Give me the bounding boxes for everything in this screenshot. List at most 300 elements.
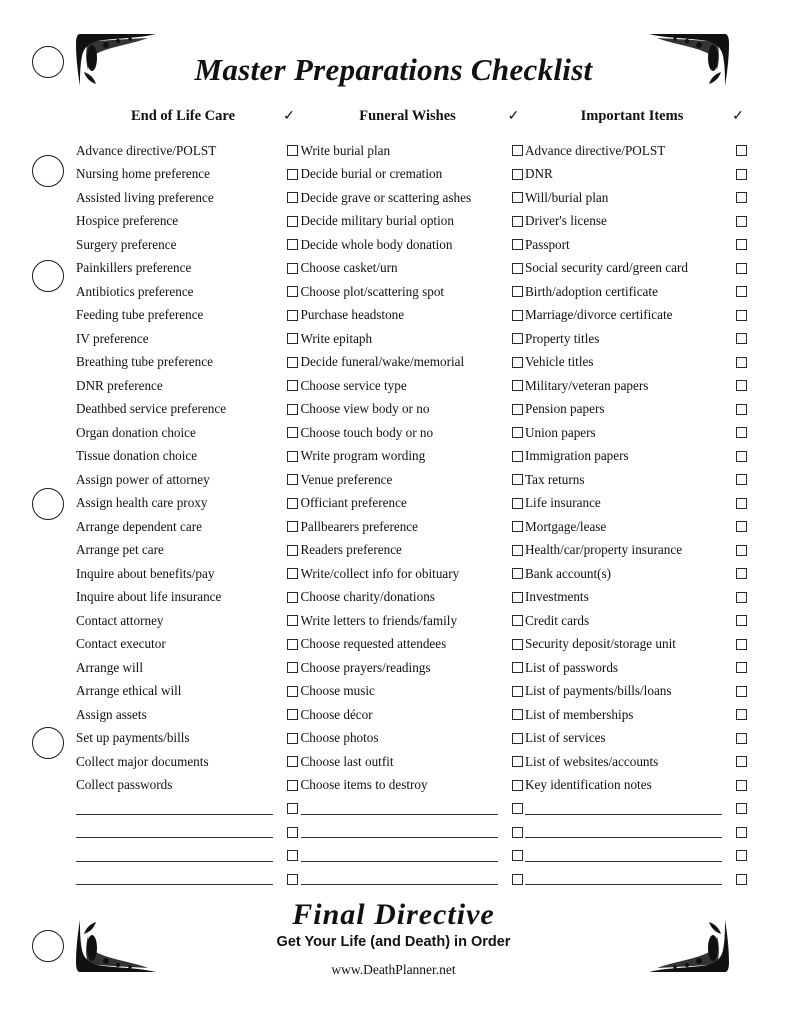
- checkbox[interactable]: [287, 474, 298, 485]
- checkbox[interactable]: [512, 615, 523, 626]
- checkbox[interactable]: [287, 404, 298, 415]
- checkbox[interactable]: [287, 662, 298, 673]
- checklist-blank-row: [301, 821, 523, 845]
- checklist-row: [301, 609, 523, 633]
- checkbox[interactable]: [512, 498, 523, 509]
- checklist-item-label: Choose décor: [300, 706, 373, 722]
- checkbox[interactable]: [736, 145, 747, 156]
- checkbox[interactable]: [287, 380, 298, 391]
- checklist-row: [301, 633, 523, 657]
- checklist-item-label: Write letters to friends/family: [300, 612, 458, 628]
- checkmark-icon: ✓: [507, 109, 520, 124]
- footer: [0, 899, 787, 979]
- checklist-row: [525, 609, 747, 633]
- checkbox[interactable]: [512, 216, 523, 227]
- checkbox[interactable]: [287, 568, 298, 579]
- checkbox[interactable]: [736, 498, 747, 509]
- checklist-item-label: Officiant preference: [300, 495, 407, 511]
- checklist-item-label: Arrange pet care: [76, 542, 164, 558]
- checkbox[interactable]: [512, 592, 523, 603]
- checkbox[interactable]: [736, 521, 747, 532]
- checklist-row: [525, 421, 747, 445]
- checklist-row: [525, 680, 747, 704]
- checkbox[interactable]: [287, 216, 298, 227]
- checkbox[interactable]: [287, 592, 298, 603]
- checklist-row: [76, 727, 298, 751]
- checkbox[interactable]: [512, 827, 523, 838]
- checkbox[interactable]: [512, 145, 523, 156]
- write-in-line[interactable]: [301, 848, 498, 862]
- checkbox[interactable]: [287, 615, 298, 626]
- checklist-row: [301, 562, 523, 586]
- checklist-item-label: DNR preference: [76, 377, 163, 393]
- checklist-item-label: List of passwords: [525, 659, 619, 675]
- checkbox[interactable]: [287, 286, 298, 297]
- checklist-item-label: Collect passwords: [76, 777, 173, 793]
- checkbox[interactable]: [736, 286, 747, 297]
- checklist-row: [525, 163, 747, 187]
- checkbox[interactable]: [287, 333, 298, 344]
- checklist-item-label: IV preference: [76, 330, 149, 346]
- checklist-item-label: Assign power of attorney: [76, 471, 210, 487]
- checkbox[interactable]: [287, 451, 298, 462]
- checklist-row: [525, 257, 747, 281]
- checkbox[interactable]: [287, 521, 298, 532]
- checklist-item-label: Venue preference: [300, 471, 393, 487]
- checkbox[interactable]: [736, 803, 747, 814]
- brand-tagline: Get Your Life (and Death) in Order: [276, 934, 511, 950]
- checklist-row: [525, 139, 747, 163]
- checklist-row: [76, 398, 298, 422]
- checkbox[interactable]: [736, 310, 747, 321]
- checklist-column: [301, 108, 523, 891]
- checklist-row: [301, 186, 523, 210]
- write-in-line[interactable]: [76, 871, 273, 885]
- checkbox[interactable]: [287, 192, 298, 203]
- checklist-item-label: Nursing home preference: [76, 166, 211, 182]
- checkbox[interactable]: [512, 357, 523, 368]
- checkbox[interactable]: [512, 756, 523, 767]
- checklist-item-label: Pension papers: [525, 401, 605, 417]
- checklist-item-label: Decide burial or cremation: [300, 166, 443, 182]
- checklist-item-label: Immigration papers: [525, 448, 629, 464]
- checklist-row: [525, 327, 747, 351]
- column-title: Funeral Wishes: [359, 108, 456, 124]
- checklist-row: [525, 492, 747, 516]
- checkbox[interactable]: [736, 756, 747, 767]
- checklist-item-label: Write epitaph: [300, 330, 373, 346]
- checklist-item-label: Antibiotics preference: [76, 283, 194, 299]
- checklist-row: [301, 163, 523, 187]
- checkbox[interactable]: [287, 780, 298, 791]
- checkbox[interactable]: [512, 286, 523, 297]
- checklist-item-label: Arrange will: [76, 659, 144, 675]
- checkbox[interactable]: [287, 545, 298, 556]
- checklist-item-label: List of websites/accounts: [525, 753, 659, 769]
- checklist-row: [301, 257, 523, 281]
- checklist-item-label: Deathbed service preference: [76, 401, 227, 417]
- checkbox[interactable]: [736, 592, 747, 603]
- checkbox[interactable]: [512, 192, 523, 203]
- checkbox[interactable]: [287, 874, 298, 885]
- checkbox[interactable]: [736, 686, 747, 697]
- checklist-row: [301, 515, 523, 539]
- checklist-item-label: Investments: [525, 589, 589, 605]
- checkmark-icon: ✓: [283, 109, 295, 124]
- checklist-item-label: Advance directive/POLST: [525, 142, 666, 158]
- checklist-row: [301, 233, 523, 257]
- checkbox[interactable]: [512, 874, 523, 885]
- checklist-item-label: Bank account(s): [525, 565, 612, 581]
- checklist-row: [525, 515, 747, 539]
- checklist-row: [525, 304, 747, 328]
- checklist-columns: [76, 108, 747, 891]
- checklist-item-label: List of payments/bills/loans: [525, 683, 672, 699]
- checklist-item-label: Passport: [525, 236, 570, 252]
- checklist-row: [525, 586, 747, 610]
- checklist-row: [525, 727, 747, 751]
- checkbox[interactable]: [287, 709, 298, 720]
- checklist-item-label: Arrange dependent care: [76, 518, 202, 534]
- checklist-row: [301, 703, 523, 727]
- checklist-row: [525, 398, 747, 422]
- checkbox[interactable]: [512, 780, 523, 791]
- checkbox[interactable]: [287, 686, 298, 697]
- checklist-item-label: Driver's license: [525, 213, 607, 229]
- checklist-item-label: Choose touch body or no: [300, 424, 434, 440]
- checklist-item-label: Tissue donation choice: [76, 448, 198, 464]
- checklist-item-label: Social security card/green card: [525, 260, 688, 276]
- checklist-item-label: Choose service type: [300, 377, 407, 393]
- checkbox[interactable]: [512, 310, 523, 321]
- checklist-item-label: Inquire about benefits/pay: [76, 565, 215, 581]
- column-header: [525, 108, 747, 125]
- write-in-line[interactable]: [301, 871, 498, 885]
- checkbox[interactable]: [736, 239, 747, 250]
- checklist-item-label: Military/veteran papers: [525, 377, 649, 393]
- checklist-item-label: Choose casket/urn: [300, 260, 398, 276]
- binder-hole: [32, 260, 64, 292]
- checklist-row: [525, 445, 747, 469]
- checklist-blank-row: [301, 868, 523, 892]
- checklist-item-label: Advance directive/POLST: [76, 142, 217, 158]
- checkbox[interactable]: [287, 310, 298, 321]
- checkbox[interactable]: [736, 333, 747, 344]
- checkbox[interactable]: [512, 169, 523, 180]
- checklist-row: [76, 539, 298, 563]
- checklist-row: [301, 374, 523, 398]
- checklist-item-label: Hospice preference: [76, 213, 179, 229]
- checklist-row: [525, 186, 747, 210]
- checkbox[interactable]: [287, 639, 298, 650]
- checklist-item-label: Choose music: [300, 683, 375, 699]
- checklist-item-label: Painkillers preference: [76, 260, 192, 276]
- checklist-blank-row: [76, 821, 298, 845]
- checklist-row: [76, 633, 298, 657]
- checklist-item-label: Contact executor: [76, 636, 166, 652]
- checkbox[interactable]: [512, 850, 523, 861]
- checklist-item-label: Security deposit/storage unit: [525, 636, 676, 652]
- checklist-item-label: Decide whole body donation: [300, 236, 453, 252]
- checkbox[interactable]: [287, 850, 298, 861]
- checklist-row: [525, 539, 747, 563]
- checkbox[interactable]: [736, 662, 747, 673]
- checkbox[interactable]: [512, 263, 523, 274]
- checklist-item-label: Tax returns: [525, 471, 585, 487]
- checkbox[interactable]: [287, 145, 298, 156]
- checklist-item-label: Assign health care proxy: [76, 495, 208, 511]
- checklist-row: [301, 327, 523, 351]
- checklist-item-label: Marriage/divorce certificate: [525, 307, 673, 323]
- checklist-item-label: Contact attorney: [76, 612, 164, 628]
- checklist-row: [76, 233, 298, 257]
- checkbox[interactable]: [287, 263, 298, 274]
- checkbox[interactable]: [287, 827, 298, 838]
- checklist-row: [525, 774, 747, 798]
- checkbox[interactable]: [512, 686, 523, 697]
- checkbox[interactable]: [512, 545, 523, 556]
- checkbox[interactable]: [287, 427, 298, 438]
- checklist-row: [525, 703, 747, 727]
- checklist-item-label: Organ donation choice: [76, 424, 196, 440]
- checkbox[interactable]: [736, 192, 747, 203]
- checklist-row: [301, 280, 523, 304]
- checkbox[interactable]: [736, 380, 747, 391]
- checklist-item-label: Decide military burial option: [300, 213, 454, 229]
- checkbox[interactable]: [512, 521, 523, 532]
- checklist-row: [76, 562, 298, 586]
- checkbox[interactable]: [512, 474, 523, 485]
- checklist-item-label: Union papers: [525, 424, 596, 440]
- checklist-row: [76, 609, 298, 633]
- checklist-row: [525, 210, 747, 234]
- checklist-row: [76, 774, 298, 798]
- website-url: www.DeathPlanner.net: [331, 962, 456, 977]
- checklist-row: [301, 304, 523, 328]
- checklist-item-label: Assisted living preference: [76, 189, 214, 205]
- column-title: End of Life Care: [130, 108, 236, 124]
- checkbox[interactable]: [736, 733, 747, 744]
- checklist-item-label: Pallbearers preference: [300, 518, 419, 534]
- checkbox[interactable]: [287, 498, 298, 509]
- checkbox[interactable]: [736, 639, 747, 650]
- write-in-line[interactable]: [525, 871, 722, 885]
- checklist-column: [525, 108, 747, 891]
- checkmark-icon: ✓: [732, 109, 744, 124]
- checkbox[interactable]: [512, 662, 523, 673]
- checklist-item-label: Choose charity/donations: [300, 589, 435, 605]
- checklist-item-label: Birth/adoption certificate: [525, 283, 658, 299]
- checklist-row: [76, 139, 298, 163]
- checklist-item-label: Arrange ethical will: [76, 683, 182, 699]
- checklist-row: [76, 421, 298, 445]
- checkbox[interactable]: [736, 874, 747, 885]
- checkbox[interactable]: [736, 827, 747, 838]
- checklist-row: [525, 750, 747, 774]
- checklist-item-label: List of memberships: [525, 706, 634, 722]
- checklist-row: [76, 492, 298, 516]
- checkbox[interactable]: [736, 615, 747, 626]
- checklist-item-label: Choose last outfit: [300, 753, 394, 769]
- checkbox[interactable]: [736, 169, 747, 180]
- checklist-row: [301, 445, 523, 469]
- checklist-row: [525, 468, 747, 492]
- checkbox[interactable]: [736, 780, 747, 791]
- column-header: [76, 108, 298, 125]
- checkbox[interactable]: [736, 709, 747, 720]
- binder-hole: [32, 727, 64, 759]
- column-header: [301, 108, 523, 125]
- checklist-row: [76, 586, 298, 610]
- checklist-row: [76, 703, 298, 727]
- checklist-row: [76, 351, 298, 375]
- checklist-row: [525, 656, 747, 680]
- checklist-item-label: Decide funeral/wake/memorial: [300, 354, 465, 370]
- page-title: Master Preparations Checklist: [194, 52, 593, 87]
- checkbox[interactable]: [512, 639, 523, 650]
- checkbox[interactable]: [287, 756, 298, 767]
- checkbox[interactable]: [512, 239, 523, 250]
- checklist-row: [525, 633, 747, 657]
- checklist-item-label: Life insurance: [525, 495, 601, 511]
- checklist-row: [301, 468, 523, 492]
- checkbox[interactable]: [736, 427, 747, 438]
- checkbox[interactable]: [736, 568, 747, 579]
- checklist-row: [76, 304, 298, 328]
- write-in-line[interactable]: [525, 801, 722, 815]
- checklist-row: [76, 280, 298, 304]
- checklist-row: [301, 351, 523, 375]
- checklist-item-label: Health/car/property insurance: [525, 542, 683, 558]
- checklist-row: [301, 210, 523, 234]
- checklist-blank-row: [525, 844, 747, 868]
- write-in-line[interactable]: [301, 801, 498, 815]
- checkbox[interactable]: [736, 451, 747, 462]
- checklist-row: [525, 280, 747, 304]
- checklist-row: [301, 539, 523, 563]
- checklist-item-label: Mortgage/lease: [525, 518, 607, 534]
- checklist-row: [525, 351, 747, 375]
- checklist-row: [76, 445, 298, 469]
- checklist-blank-row: [301, 797, 523, 821]
- checklist-row: [76, 656, 298, 680]
- checklist-blank-row: [76, 868, 298, 892]
- checklist-row: [76, 257, 298, 281]
- checklist-row: [76, 186, 298, 210]
- checklist-row: [76, 468, 298, 492]
- checklist-item-label: Choose plot/scattering spot: [300, 283, 445, 299]
- checklist-row: [76, 163, 298, 187]
- checklist-item-label: Feeding tube preference: [76, 307, 204, 323]
- write-in-line[interactable]: [525, 824, 722, 838]
- checkbox[interactable]: [287, 169, 298, 180]
- checkbox[interactable]: [512, 709, 523, 720]
- checklist-item-label: List of services: [525, 730, 606, 746]
- binder-hole: [32, 155, 64, 187]
- checkbox[interactable]: [287, 803, 298, 814]
- checkbox[interactable]: [736, 357, 747, 368]
- checklist-item-label: Choose requested attendees: [300, 636, 447, 652]
- checklist-item-label: Decide grave or scattering ashes: [300, 189, 472, 205]
- checklist-blank-row: [525, 797, 747, 821]
- checklist-row: [76, 327, 298, 351]
- checklist-row: [525, 562, 747, 586]
- binder-hole: [32, 488, 64, 520]
- checkbox[interactable]: [736, 474, 747, 485]
- checkbox[interactable]: [512, 404, 523, 415]
- write-in-line[interactable]: [301, 824, 498, 838]
- write-in-line[interactable]: [76, 824, 273, 838]
- checklist-column: [76, 108, 298, 891]
- checkbox[interactable]: [287, 239, 298, 250]
- checklist-item-label: Inquire about life insurance: [76, 589, 222, 605]
- checkbox[interactable]: [512, 733, 523, 744]
- checklist-item-label: Set up payments/bills: [76, 730, 190, 746]
- checklist-item-label: Write burial plan: [300, 142, 391, 158]
- brand-name: Final Directive: [292, 897, 495, 931]
- checklist-row: [76, 680, 298, 704]
- checklist-blank-row: [76, 844, 298, 868]
- checklist-item-label: Write program wording: [300, 448, 426, 464]
- column-title: Important Items: [580, 108, 684, 124]
- checklist-blank-row: [76, 797, 298, 821]
- checkbox[interactable]: [736, 404, 747, 415]
- binder-holes: [28, 0, 72, 1024]
- write-in-line[interactable]: [76, 848, 273, 862]
- checklist-item-label: Key identification notes: [525, 777, 652, 793]
- checklist-row: [76, 374, 298, 398]
- write-in-line[interactable]: [76, 801, 273, 815]
- checklist-row: [301, 750, 523, 774]
- checkbox[interactable]: [512, 333, 523, 344]
- checkbox[interactable]: [512, 380, 523, 391]
- checklist-row: [301, 656, 523, 680]
- checklist-row: [301, 586, 523, 610]
- checkbox[interactable]: [736, 263, 747, 274]
- checkbox[interactable]: [512, 451, 523, 462]
- write-in-line[interactable]: [525, 848, 722, 862]
- checklist-row: [301, 421, 523, 445]
- checklist-row: [301, 774, 523, 798]
- checklist-item-label: Assign assets: [76, 706, 147, 722]
- checklist-item-label: Readers preference: [300, 542, 402, 558]
- checklist-item-label: Will/burial plan: [525, 189, 609, 205]
- checklist-blank-row: [301, 844, 523, 868]
- checkbox[interactable]: [736, 545, 747, 556]
- checklist-row: [301, 398, 523, 422]
- checklist-blank-row: [525, 868, 747, 892]
- checklist-item-label: Purchase headstone: [300, 307, 405, 323]
- checkbox[interactable]: [287, 733, 298, 744]
- checkbox[interactable]: [512, 427, 523, 438]
- checkbox[interactable]: [736, 850, 747, 861]
- checkbox[interactable]: [287, 357, 298, 368]
- checklist-row: [301, 680, 523, 704]
- checklist-item-label: Write/collect info for obituary: [300, 565, 460, 581]
- checkbox[interactable]: [512, 568, 523, 579]
- checklist-row: [301, 139, 523, 163]
- checklist-item-label: Choose items to destroy: [300, 777, 428, 793]
- checklist-item-label: Breathing tube preference: [76, 354, 213, 370]
- checklist-item-label: Vehicle titles: [525, 354, 594, 370]
- checklist-item-label: Collect major documents: [76, 753, 209, 769]
- checkbox[interactable]: [736, 216, 747, 227]
- checklist-row: [301, 492, 523, 516]
- checklist-row: [525, 233, 747, 257]
- checklist-item-label: Surgery preference: [76, 236, 177, 252]
- checklist-row: [76, 750, 298, 774]
- checkbox[interactable]: [512, 803, 523, 814]
